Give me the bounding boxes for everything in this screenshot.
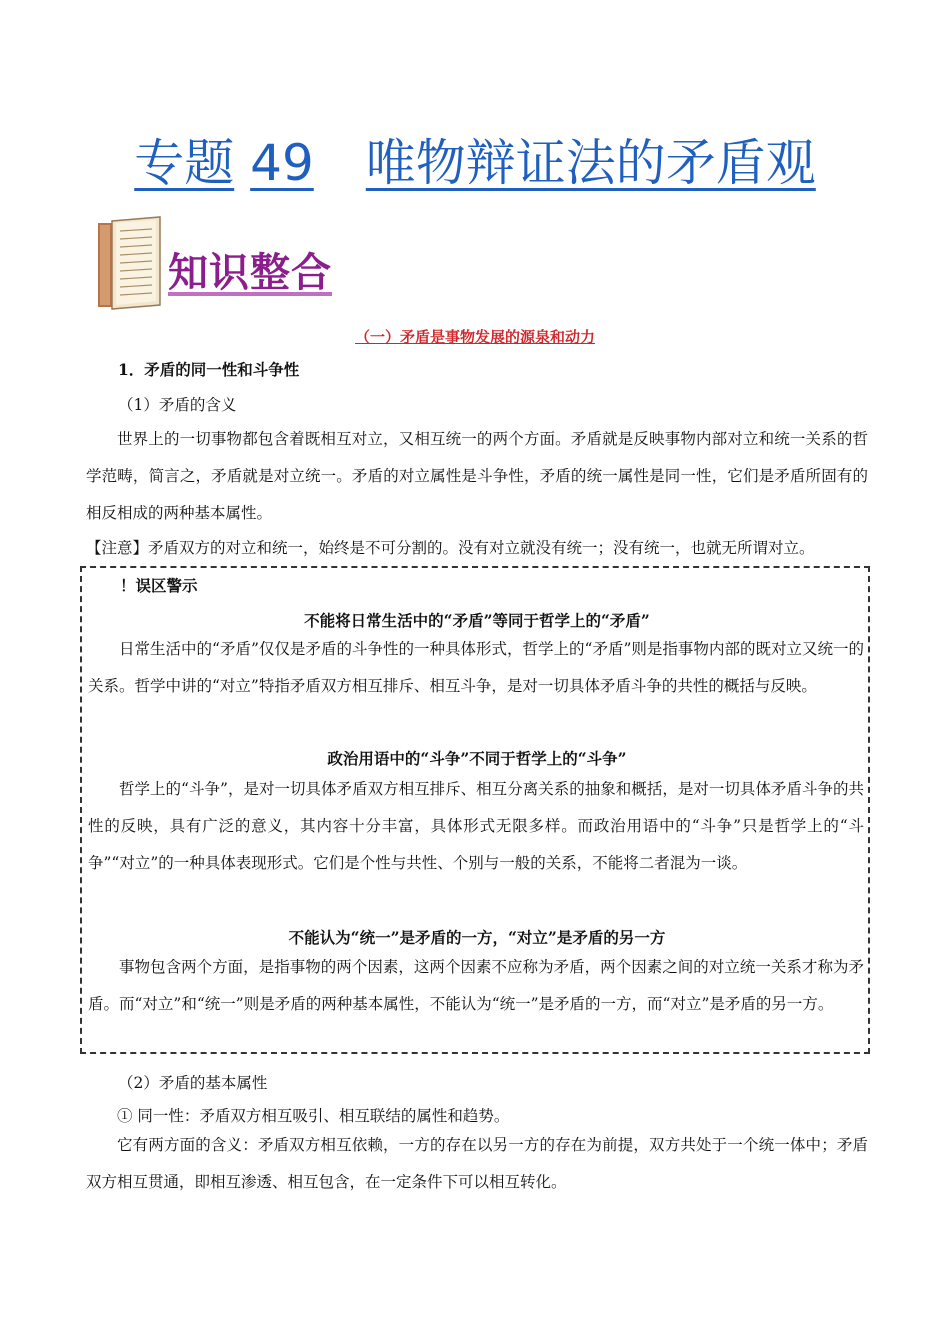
title-part1: 专题 — [134, 134, 235, 192]
title-part3: 唯物辩证法的矛盾观 — [365, 134, 816, 192]
note: 【注意】矛盾双方的对立和统一，始终是不可分割的。没有对立就没有统一；没有统一，也就无所谓对立。 — [86, 539, 815, 557]
warning-title: 政治用语中的“斗争”不同于哲学上的“斗争” — [327, 749, 627, 768]
section-title: （一）矛盾是事物发展的源泉和动力 — [354, 328, 595, 346]
warning-title: 不能认为“统一”是矛盾的一方，“对立”是矛盾的另一方 — [288, 928, 666, 947]
title-part2: 49 — [250, 134, 314, 192]
page-title — [0, 128, 950, 198]
section-banner: 知识整合 — [168, 250, 332, 296]
warning-text: 哲学上的“斗争”，是对一切具体矛盾双方相互排斥、相互分离关系的抽象和概括，是对一切具体矛盾斗争的共性的反映，具有广泛的意义，其内容十分丰富，具体形式无限多样。而政治用语中的“斗争”只是哲学上的“斗争”“对立”的一种具体表现形式。它们是个性与共性、个别与一般的关系，不能将二者混为一谈。 — [88, 780, 864, 872]
paragraph: 它有两方面的含义：矛盾双方相互依赖，一方的存在以另一方的存在为前提，双方共处于一个统一体中；矛盾双方相互贯通，即相互渗透、相互包含，在一定条件下可以相互转化。 — [86, 1136, 868, 1191]
warning-text: 日常生活中的“矛盾”仅仅是矛盾的斗争性的一种具体形式，哲学上的“矛盾”则是指事物内部的既对立又统一的关系。哲学中讲的“对立”特指矛盾双方相互排斥、相互斗争，是对一切具体矛盾斗争的共性的概括与反映。 — [88, 640, 864, 695]
warning-title: 不能将日常生活中的“矛盾”等同于哲学上的“矛盾” — [304, 611, 650, 630]
point-heading: 1．矛盾的同一性和斗争性 — [118, 360, 300, 379]
warning-label: ！误区警示 — [120, 576, 198, 595]
warning-box — [80, 566, 870, 1054]
sub-heading: （1）矛盾的含义 — [118, 396, 237, 414]
book-icon — [94, 215, 166, 311]
sub-heading: （2）矛盾的基本属性 — [118, 1074, 268, 1092]
paragraph: 世界上的一切事物都包含着既相互对立，又相互统一的两个方面。矛盾就是反映事物内部对立和统一关系的哲学范畴，简言之，矛盾就是对立统一。矛盾的对立属性是斗争性，矛盾的统一属性是同一性，它们是矛盾所固有的相反相成的两种基本属性。 — [86, 430, 868, 522]
warning-text: 事物包含两个方面，是指事物的两个因素，这两个因素不应称为矛盾，两个因素之间的对立统一关系才称为矛盾。而“对立”和“统一”则是矛盾的两种基本属性，不能认为“统一”是矛盾的一方，而“对立”是矛盾的另一方。 — [88, 958, 864, 1013]
list-item: ① 同一性：矛盾双方相互吸引、相互联结的属性和趋势。 — [117, 1107, 510, 1125]
